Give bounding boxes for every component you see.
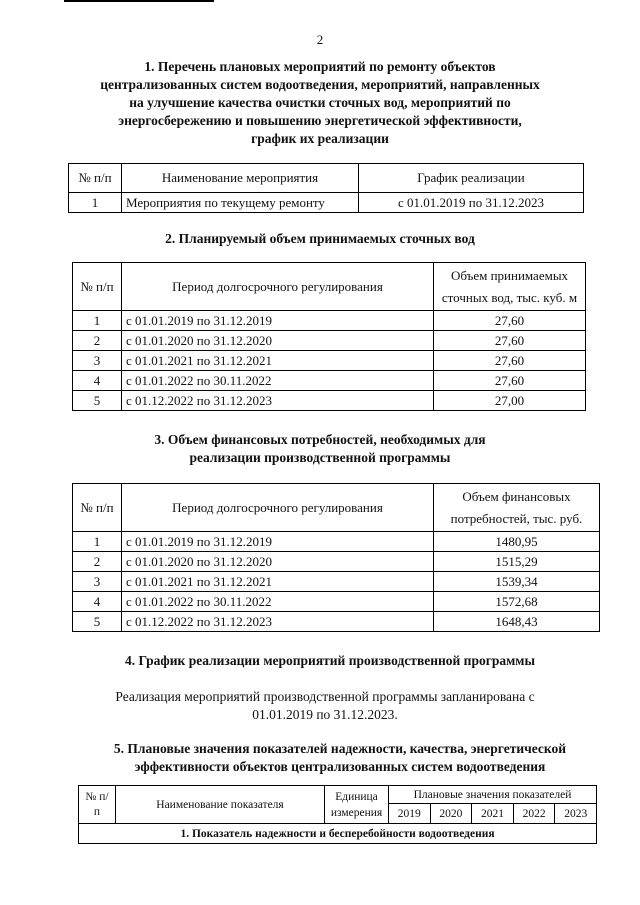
table-1	[68, 163, 584, 213]
t2-cell: 27,60	[434, 331, 586, 351]
t3-cell: 4	[73, 592, 122, 612]
t5-year: 2023	[555, 804, 597, 824]
t2-cell: 27,00	[434, 391, 586, 411]
t3-cell: с 01.12.2022 по 31.12.2023	[122, 612, 434, 632]
t1-head-schedule: График реализации	[359, 164, 584, 193]
table-3	[72, 483, 600, 632]
t5-head-unit: Единица измерения	[325, 786, 389, 824]
t2-cell: 27,60	[434, 311, 586, 331]
t3-cell: 1572,68	[434, 592, 600, 612]
t3-cell: 1648,43	[434, 612, 600, 632]
t3-cell: 1539,34	[434, 572, 600, 592]
t1-cell: Мероприятия по текущему ремонту	[122, 193, 359, 213]
t5-year: 2022	[513, 804, 555, 824]
table-5	[78, 785, 597, 844]
t2-head-period: Период долгосрочного регулирования	[122, 263, 434, 311]
t2-cell: 1	[73, 311, 122, 331]
header-rule	[64, 0, 214, 2]
t1-cell: 1	[69, 193, 122, 213]
t3-cell: 1515,29	[434, 552, 600, 572]
t3-cell: с 01.01.2022 по 30.11.2022	[122, 592, 434, 612]
t3-cell: 5	[73, 612, 122, 632]
t1-head-name: Наименование мероприятия	[122, 164, 359, 193]
t2-cell: с 01.01.2020 по 31.12.2020	[122, 331, 434, 351]
t2-cell: с 01.01.2021 по 31.12.2021	[122, 351, 434, 371]
t3-cell: с 01.01.2021 по 31.12.2021	[122, 572, 434, 592]
t1-head-num: № п/п	[69, 164, 122, 193]
t2-cell: 27,60	[434, 371, 586, 391]
t3-cell: 1480,95	[434, 532, 600, 552]
t2-head-volume: Объем принимаемых сточных вод, тыс. куб. м	[434, 263, 586, 311]
t2-cell: с 01.01.2022 по 30.11.2022	[122, 371, 434, 391]
t2-cell: с 01.01.2019 по 31.12.2019	[122, 311, 434, 331]
t2-cell: 2	[73, 331, 122, 351]
section-5-title: 5. Плановые значения показателей надежности, качества, энергетической эффективности объектов централизованных систем водоотведения	[113, 741, 567, 774]
t1-cell: с 01.01.2019 по 31.12.2023	[359, 193, 584, 213]
t5-head-num: № п/п	[79, 786, 116, 824]
t5-year: 2020	[430, 804, 472, 824]
section-3-title: 3. Объем финансовых потребностей, необходимых для реализации производственной программы	[154, 432, 486, 465]
t3-head-finance: Объем финансовых потребностей, тыс. руб.	[434, 484, 600, 532]
section-2-title: 2. Планируемый объем принимаемых сточных вод	[165, 231, 475, 246]
t2-cell: с 01.12.2022 по 31.12.2023	[122, 391, 434, 411]
t3-cell: 3	[73, 572, 122, 592]
t2-cell: 27,60	[434, 351, 586, 371]
t5-head-plan: Плановые значения показателей	[389, 786, 597, 804]
t5-year: 2019	[389, 804, 431, 824]
t5-subheader: 1. Показатель надежности и бесперебойности водоотведения	[79, 824, 597, 844]
t3-head-period: Период долгосрочного регулирования	[122, 484, 434, 532]
section-4-text: Реализация мероприятий производственной программы запланирована с 01.01.2019 по 31.12.2023.	[115, 689, 535, 722]
t3-cell: с 01.01.2019 по 31.12.2019	[122, 532, 434, 552]
t2-head-num: № п/п	[73, 263, 122, 311]
t2-cell: 3	[73, 351, 122, 371]
t5-year: 2021	[472, 804, 514, 824]
t3-cell: 1	[73, 532, 122, 552]
t5-head-name: Наименование показателя	[116, 786, 325, 824]
t2-cell: 4	[73, 371, 122, 391]
section-1-title: 1. Перечень плановых мероприятий по ремонту объектов централизованных систем водоотведения, мероприятий, направленных на улучшение качества очистки сточных вод, мероприятий по энергосбережению и повышению энергетической эффективности, график их реализации	[100, 59, 540, 146]
t3-cell: с 01.01.2020 по 31.12.2020	[122, 552, 434, 572]
t2-cell: 5	[73, 391, 122, 411]
t3-head-num: № п/п	[73, 484, 122, 532]
section-4-title: 4. График реализации мероприятий производственной программы	[124, 653, 536, 668]
page-number: 2	[316, 32, 324, 47]
table-2	[72, 262, 586, 411]
t3-cell: 2	[73, 552, 122, 572]
